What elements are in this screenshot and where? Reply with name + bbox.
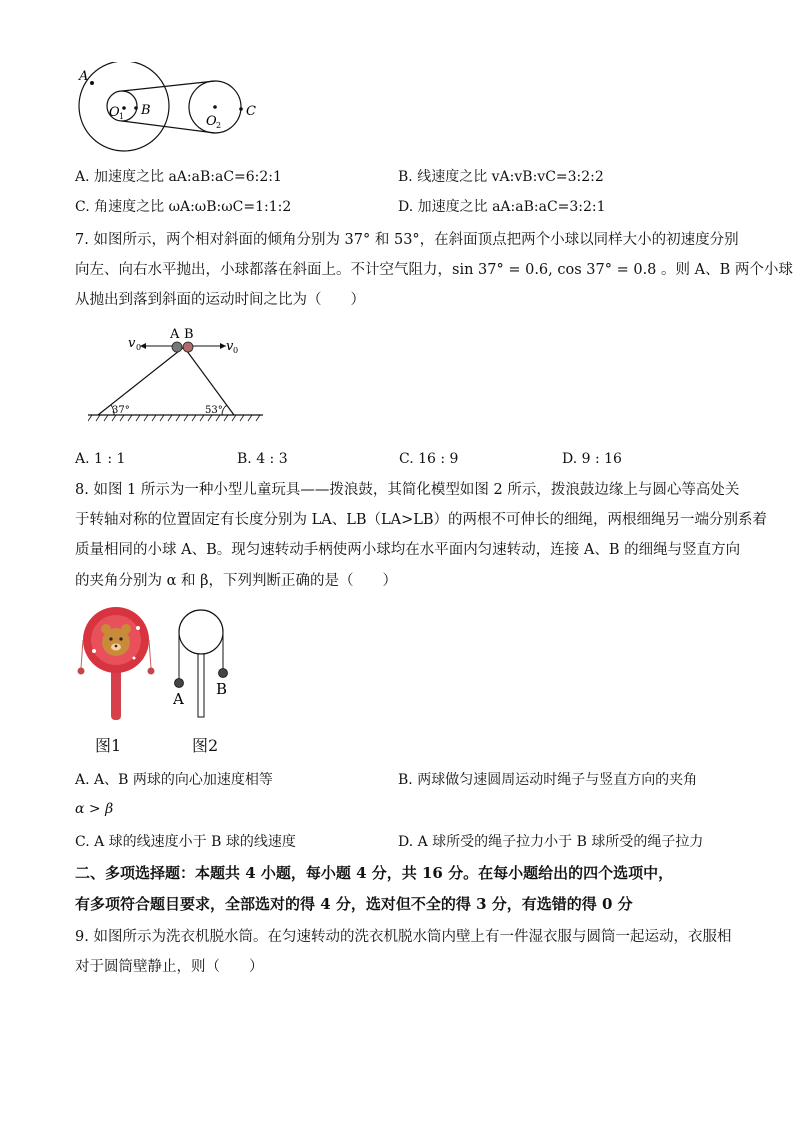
q8-option-b: B. 两球做匀速圆周运动时绳子与竖直方向的夹角 — [398, 772, 698, 788]
q6-option-a: A. 加速度之比 aA:aB:aC=6:2:1 — [75, 169, 282, 185]
q6-option-c: C. 角速度之比 ωA:ωB:ωC=1:1:2 — [75, 199, 292, 215]
q8-line-1: 8. 如图 1 所示为一种小型儿童玩具——拨浪鼓，其简化模型如图 2 所示，拨浪鼓边缘上与圆心等高处关 — [75, 482, 740, 498]
angle-53-label: 53° — [205, 405, 223, 416]
angle-37-label: 37° — [112, 405, 130, 416]
q7-option-a: A. 1 : 1 — [75, 451, 126, 467]
section-2-heading-line-2: 有多项符合题目要求，全部选对的得 4 分，选对但不全的得 3 分，有选错的得 0 分 — [75, 895, 633, 913]
q8-line-2: 于转轴对称的位置固定有长度分别为 LA、LB（LA>LB）的两根不可伸长的细绳，两根细绳另一端分别系着 — [75, 512, 768, 528]
q9-line-2: 对于圆筒壁静止，则（ ） — [75, 959, 264, 975]
ball-b-model-label: B — [216, 680, 228, 698]
figure-1-caption: 图1 — [95, 736, 122, 755]
section-2-heading-line-1: 二、多项选择题：本题共 4 小题，每小题 4 分，共 16 分。在每小题给出的四个选项中， — [75, 864, 674, 882]
q8-option-a: A. A、B 两球的向心加速度相等 — [75, 772, 273, 788]
ball-a-model-label: A — [173, 690, 184, 708]
q8-option-d: D. A 球所受的绳子拉力小于 B 球所受的绳子拉力 — [398, 834, 704, 850]
slope-figure — [88, 322, 268, 422]
pulley-figure — [70, 62, 270, 152]
label-A: A — [79, 69, 89, 84]
rattle-drum-model — [165, 608, 240, 723]
q6-option-b: B. 线速度之比 vA:vB:vC=3:2:2 — [398, 169, 604, 185]
label-O2: O — [206, 114, 217, 129]
q7-option-b: B. 4 : 3 — [237, 451, 288, 467]
figure-2-caption: 图2 — [192, 736, 219, 755]
label-O2-sub: 2 — [216, 121, 222, 130]
v0-right-sub: 0 — [233, 346, 239, 355]
label-C: C — [246, 104, 256, 119]
q8-line-4: 的夹角分别为 α 和 β，下列判断正确的是（ ） — [75, 573, 398, 589]
label-B: B — [141, 103, 151, 118]
q7-line-3: 从抛出到落到斜面的运动时间之比为（ ） — [75, 292, 365, 308]
q6-option-d: D. 加速度之比 aA:aB:aC=3:2:1 — [398, 199, 606, 215]
q7-option-c: C. 16 : 9 — [399, 451, 459, 467]
v0-right-label: v — [226, 339, 234, 354]
q7-line-2: 向左、向右水平抛出，小球都落在斜面上。不计空气阻力，sin 37° = 0.6, cos 37° = 0.8 。则 A、B 两个小球 — [75, 262, 793, 278]
label-O1: O — [109, 105, 120, 120]
q8-line-3: 质量相同的小球 A、B。现匀速转动手柄使两小球均在水平面内匀速转动，连接 A、B 的细绳与竖直方向 — [75, 542, 741, 558]
q7-line-1: 7. 如图所示，两个相对斜面的倾角分别为 37° 和 53°，在斜面顶点把两个小球以同样大小的初速度分别 — [75, 232, 739, 248]
q7-option-d: D. 9 : 16 — [562, 451, 622, 467]
label-O1-sub: 1 — [119, 112, 125, 121]
rattle-drum-photo — [76, 606, 156, 726]
q9-line-1: 9. 如图所示为洗衣机脱水筒。在匀速转动的洗衣机脱水筒内壁上有一件湿衣服与圆筒一起运动，衣服相 — [75, 929, 732, 945]
ball-b-label: B — [184, 327, 194, 342]
q8-option-c: C. A 球的线速度小于 B 球的线速度 — [75, 834, 296, 850]
ball-a-label: A — [170, 327, 180, 342]
q8-option-b-cont: α > β — [75, 801, 114, 817]
v0-left-sub: 0 — [136, 343, 142, 352]
v0-left-label: v — [128, 336, 136, 351]
